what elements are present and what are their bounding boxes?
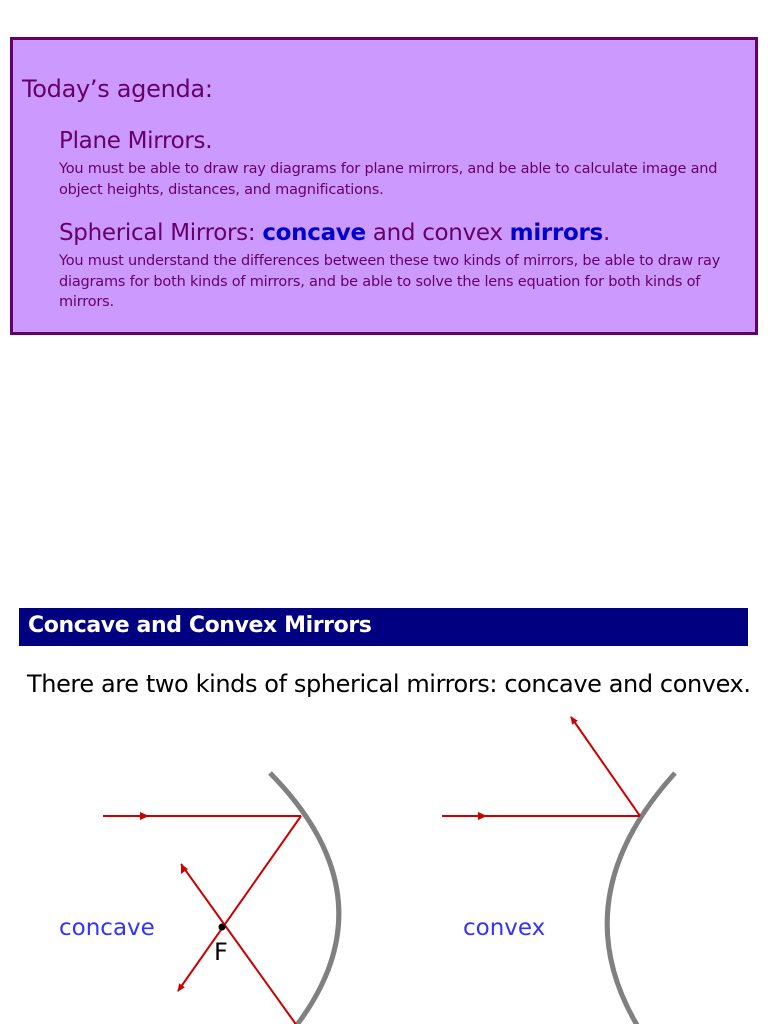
heading-part: and convex <box>365 220 510 246</box>
concave-label: concave <box>59 915 155 941</box>
heading-highlight-mirrors: mirrors <box>509 220 603 246</box>
plane-mirrors-description: You must be able to draw ray diagrams for plane mirrors, and be able to calculate image and object heights, distances, and magnifications. <box>59 161 718 198</box>
spherical-mirrors-heading <box>59 220 610 246</box>
section-title: Concave and Convex Mirrors <box>28 613 372 638</box>
convex-incident-arrow <box>478 812 487 820</box>
concave-second-ray <box>181 864 300 1024</box>
convex-mirror <box>607 773 675 1024</box>
spherical-mirrors-description: You must understand the differences between these two kinds of mirrors, be able to draw ray diagrams for both kinds of mirrors, and be able to solve the lens equation for both kinds of mirrors. <box>59 253 721 310</box>
convex-reflected-ray <box>571 717 640 816</box>
agenda-title: Today’s agenda: <box>22 75 213 103</box>
concave-mirror <box>270 773 339 1024</box>
concave-incident-arrow <box>140 812 149 820</box>
heading-highlight-concave: concave <box>262 220 366 246</box>
heading-part: . <box>602 220 610 246</box>
intro-text: There are two kinds of spherical mirrors: concave and convex. <box>27 670 751 698</box>
agenda-box <box>10 37 758 335</box>
convex-label: convex <box>463 915 546 941</box>
plane-mirrors-heading: Plane Mirrors. <box>59 128 213 154</box>
section-title-bar <box>19 608 748 646</box>
heading-part: Spherical Mirrors: <box>59 220 263 246</box>
focal-label: F <box>214 938 228 966</box>
concave-reflected-ray <box>178 816 301 991</box>
focal-point <box>219 924 226 931</box>
mirror-diagram <box>0 700 768 1024</box>
